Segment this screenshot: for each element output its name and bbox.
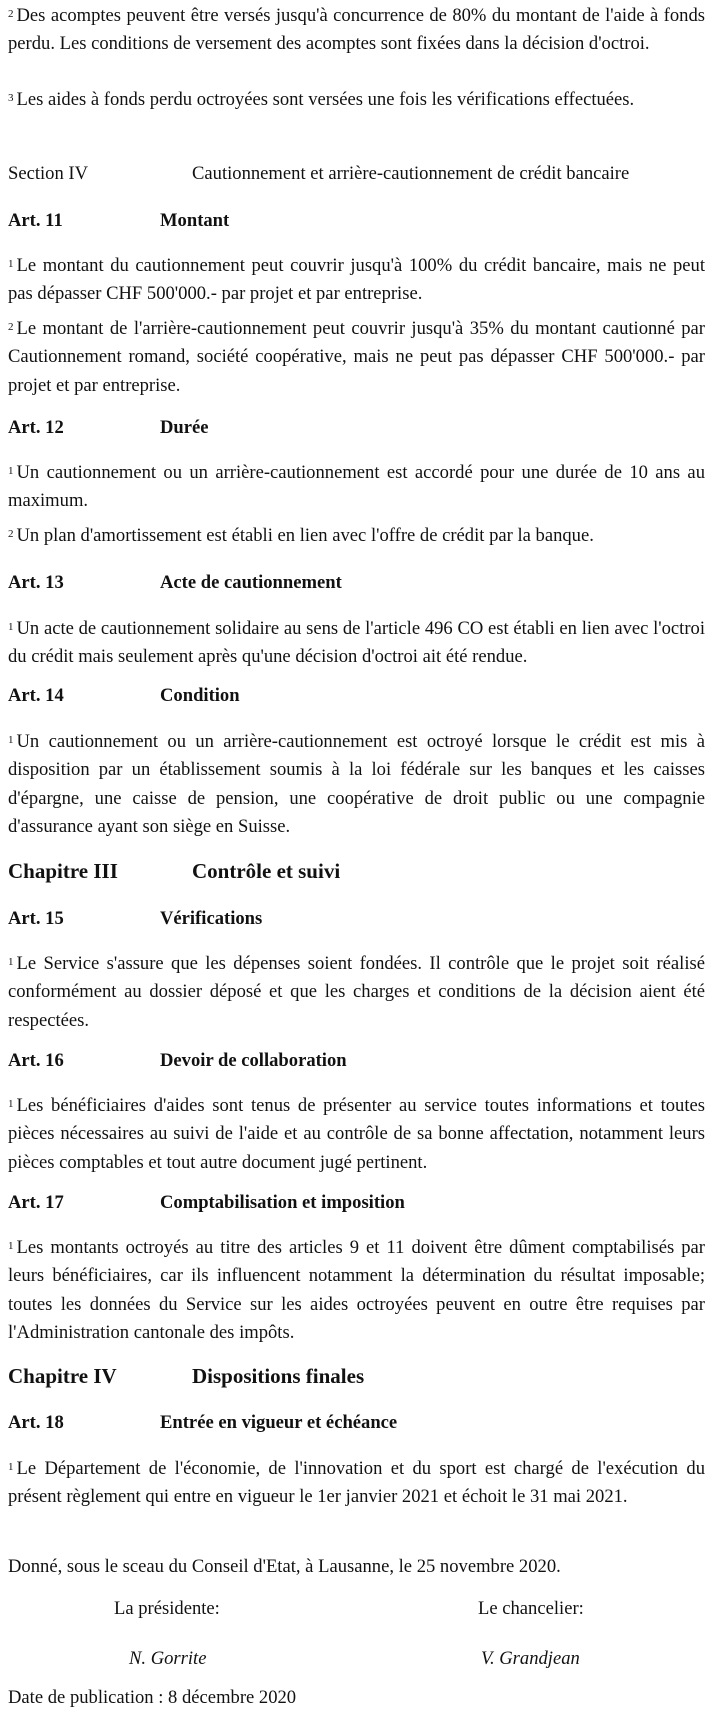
paragraph-text: Un acte de cautionnement solidaire au sens de l'article 496 CO est établi en lien avec l'octroi du crédit mais seulement après qu'une décision d'octroi ait été rendue. [8,618,705,668]
footnote-number: 1 [8,465,14,477]
paragraph-art11-al2 [8,315,705,400]
paragraph-text: Des acomptes peuvent être versés jusqu'à concurrence de 80% du montant de l'aide à fonds perdu. Les conditions de versement des acomptes sont fixées dans la décision d'octroi. [8,5,705,55]
paragraph-text: Les bénéficiaires d'aides sont tenus de présenter au service toutes informations et toutes pièces nécessaires au suivi de l'aide et au contrôle de sa bonne affectation, notamment leurs pièces comptables et tout autre document jugé pertinent. [8,1095,705,1173]
paragraph-art14-al1 [8,728,705,842]
president-role: La présidente: [114,1598,220,1619]
chancellor-name: V. Grandjean [481,1648,580,1669]
article-number: Art. 14 [8,685,64,706]
footnote-number: 1 [8,734,14,746]
article-number: Art. 13 [8,572,64,593]
section-number: Section IV [8,163,89,184]
footnote-number: 2 [8,321,14,333]
article-title: Entrée en vigueur et échéance [160,1412,398,1433]
paragraph-text: Un cautionnement ou un arrière-cautionnement est accordé pour une durée de 10 ans au maximum. [8,462,705,512]
president-name: N. Gorrite [129,1648,207,1669]
paragraph-art10-al2 [8,2,705,59]
paragraph-text: Les aides à fonds perdu octroyées sont versées une fois les vérifications effectuées. [16,89,635,110]
footnote-number: 1 [8,1240,14,1252]
paragraph-text: Le Service s'assure que les dépenses soient fondées. Il contrôle que le projet soit réalisé conformément au dossier déposé et que les charges et conditions de la décision aient été respectées. [8,953,705,1031]
chapter-title: Contrôle et suivi [192,859,341,883]
paragraph-art11-al1 [8,252,705,309]
article-title: Devoir de collaboration [160,1050,347,1071]
paragraph-art18-al1 [8,1455,705,1512]
footnote-number: 1 [8,621,14,633]
chapter-number: Chapitre IV [8,1364,117,1388]
article-number: Art. 11 [8,210,63,231]
footnote-number: 1 [8,1461,14,1473]
paragraph-art12-al1 [8,459,705,516]
article-number: Art. 18 [8,1412,64,1433]
publication-date: Date de publication : 8 décembre 2020 [8,1687,297,1708]
article-number: Art. 12 [8,417,64,438]
section-title: Cautionnement et arrière-cautionnement de crédit bancaire [192,163,630,184]
chancellor-role: Le chancelier: [478,1598,584,1619]
paragraph-text: Le montant du cautionnement peut couvrir jusqu'à 100% du crédit bancaire, mais ne peut pas dépasser CHF 500'000.- par projet et par entreprise. [8,255,705,305]
article-number: Art. 15 [8,908,64,929]
paragraph-text: Le montant de l'arrière-cautionnement peut couvrir jusqu'à 35% du montant cautionné par Cautionnement romand, société coopérative, mais ne peut pas dépasser CHF 500'000.- par projet et par entreprise. [8,318,705,396]
paragraph-art13-al1 [8,615,705,672]
paragraph-art12-al2 [8,522,705,550]
footnote-number: 2 [8,8,14,20]
article-number: Art. 17 [8,1192,64,1213]
footnote-number: 1 [8,1098,14,1110]
paragraph-text: Le Département de l'économie, de l'innovation et du sport est chargé de l'exécution du présent règlement qui entre en vigueur le 1er janvier 2021 et échoit le 31 mai 2021. [8,1458,705,1508]
footnote-number: 1 [8,956,14,968]
paragraph-art10-al3 [8,86,705,114]
article-number: Art. 16 [8,1050,64,1071]
footnote-number: 3 [8,92,14,104]
given-statement: Donné, sous le sceau du Conseil d'Etat, à Lausanne, le 25 novembre 2020. [8,1556,561,1577]
article-title: Condition [160,685,240,706]
article-title: Montant [160,210,230,231]
footnote-number: 2 [8,528,14,540]
paragraph-art17-al1 [8,1234,705,1348]
paragraph-text: Un plan d'amortissement est établi en lien avec l'offre de crédit par la banque. [16,525,594,546]
footnote-number: 1 [8,258,14,270]
paragraph-art16-al1 [8,1092,705,1177]
article-title: Comptabilisation et imposition [160,1192,405,1213]
article-title: Durée [160,417,209,438]
paragraph-text: Les montants octroyés au titre des articles 9 et 11 doivent être dûment comptabilisés par leurs bénéficiaires, car ils influencent notamment la détermination du résultat imposable; toutes les données du Service sur les aides octroyées peuvent en outre être requises par l'Administration cantonale des impôts. [8,1237,705,1344]
paragraph-text: Un cautionnement ou un arrière-cautionnement est octroyé lorsque le crédit est mis à disposition par un établissement soumis à la loi fédérale sur les banques et les caisses d'épargne, une caisse de pension, une coopérative de droit public ou une compagnie d'assurance ayant son siège en Suisse. [8,731,705,838]
chapter-number: Chapitre III [8,859,118,883]
article-title: Acte de cautionnement [160,572,342,593]
chapter-title: Dispositions finales [192,1364,365,1388]
article-title: Vérifications [160,908,263,929]
paragraph-art15-al1 [8,950,705,1035]
